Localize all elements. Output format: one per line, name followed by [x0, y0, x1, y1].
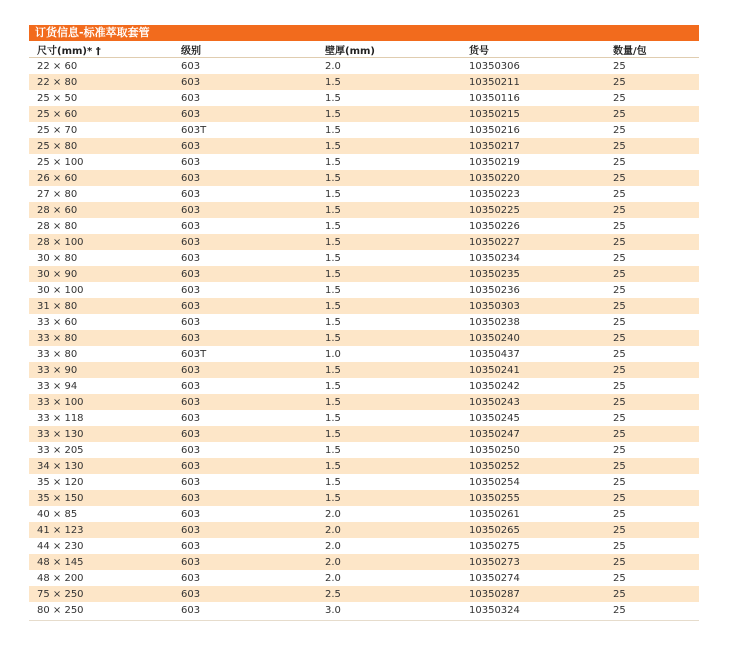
- cell-grade: 603: [181, 236, 201, 248]
- cell-quantity: 25: [613, 220, 626, 232]
- table-row: [29, 346, 699, 362]
- cell-catalog-number: 10350211: [469, 76, 520, 88]
- cell-quantity: 25: [613, 540, 626, 552]
- cell-size: 75 × 250: [37, 588, 84, 600]
- cell-size: 33 × 60: [37, 316, 78, 328]
- cell-grade: 603: [181, 268, 201, 280]
- cell-size: 22 × 80: [37, 76, 78, 88]
- cell-catalog-number: 10350116: [469, 92, 520, 104]
- cell-quantity: 25: [613, 188, 626, 200]
- cell-grade: 603: [181, 140, 201, 152]
- cell-grade: 603: [181, 332, 201, 344]
- table-row: [29, 218, 699, 234]
- table-row: [29, 602, 699, 618]
- table-row: [29, 266, 699, 282]
- cell-grade: 603: [181, 380, 201, 392]
- cell-quantity: 25: [613, 604, 626, 616]
- cell-grade: 603: [181, 508, 201, 520]
- table-row: [29, 538, 699, 554]
- table-row: [29, 170, 699, 186]
- cell-grade: 603T: [181, 124, 207, 136]
- cell-wall-thickness: 1.5: [325, 252, 341, 264]
- table-title: 订货信息-标准萃取套管: [35, 26, 150, 39]
- table-row: [29, 458, 699, 474]
- table-row: [29, 282, 699, 298]
- cell-wall-thickness: 1.5: [325, 268, 341, 280]
- cell-size: 28 × 80: [37, 220, 78, 232]
- cell-wall-thickness: 2.0: [325, 572, 341, 584]
- cell-size: 33 × 118: [37, 412, 84, 424]
- table-body: [29, 58, 699, 618]
- cell-quantity: 25: [613, 444, 626, 456]
- cell-quantity: 25: [613, 268, 626, 280]
- cell-grade: 603: [181, 316, 201, 328]
- cell-catalog-number: 10350223: [469, 188, 520, 200]
- cell-grade: 603: [181, 412, 201, 424]
- cell-size: 40 × 85: [37, 508, 78, 520]
- cell-grade: 603: [181, 444, 201, 456]
- table-row: [29, 442, 699, 458]
- cell-size: 33 × 100: [37, 396, 84, 408]
- table-row: [29, 570, 699, 586]
- table-row: [29, 186, 699, 202]
- cell-quantity: 25: [613, 124, 626, 136]
- table-row: [29, 90, 699, 106]
- table-row: [29, 490, 699, 506]
- cell-catalog-number: 10350216: [469, 124, 520, 136]
- cell-size: 33 × 80: [37, 332, 78, 344]
- cell-wall-thickness: 2.0: [325, 60, 341, 72]
- cell-catalog-number: 10350236: [469, 284, 520, 296]
- header-grade: 级别: [181, 45, 201, 57]
- cell-catalog-number: 10350254: [469, 476, 520, 488]
- cell-size: 28 × 100: [37, 236, 84, 248]
- table-row: [29, 394, 699, 410]
- cell-quantity: 25: [613, 556, 626, 568]
- cell-wall-thickness: 1.5: [325, 476, 341, 488]
- cell-wall-thickness: 1.5: [325, 220, 341, 232]
- cell-quantity: 25: [613, 76, 626, 88]
- cell-grade: 603: [181, 364, 201, 376]
- cell-quantity: 25: [613, 492, 626, 504]
- cell-wall-thickness: 1.5: [325, 204, 341, 216]
- cell-wall-thickness: 1.5: [325, 364, 341, 376]
- cell-catalog-number: 10350245: [469, 412, 520, 424]
- cell-wall-thickness: 1.5: [325, 396, 341, 408]
- cell-grade: 603: [181, 556, 201, 568]
- table-row: [29, 378, 699, 394]
- cell-quantity: 25: [613, 156, 626, 168]
- cell-grade: 603: [181, 284, 201, 296]
- cell-size: 30 × 90: [37, 268, 78, 280]
- cell-size: 22 × 60: [37, 60, 78, 72]
- cell-wall-thickness: 1.5: [325, 172, 341, 184]
- cell-grade: 603: [181, 460, 201, 472]
- cell-catalog-number: 10350275: [469, 540, 520, 552]
- cell-catalog-number: 10350215: [469, 108, 520, 120]
- cell-catalog-number: 10350225: [469, 204, 520, 216]
- cell-quantity: 25: [613, 204, 626, 216]
- cell-catalog-number: 10350255: [469, 492, 520, 504]
- cell-size: 33 × 90: [37, 364, 78, 376]
- cell-catalog-number: 10350243: [469, 396, 520, 408]
- cell-grade: 603: [181, 188, 201, 200]
- table-row: [29, 522, 699, 538]
- cell-size: 26 × 60: [37, 172, 78, 184]
- header-quantity: 数量/包: [613, 45, 647, 57]
- cell-wall-thickness: 1.5: [325, 460, 341, 472]
- cell-grade: 603: [181, 572, 201, 584]
- cell-catalog-number: 10350227: [469, 236, 520, 248]
- cell-quantity: 25: [613, 460, 626, 472]
- cell-quantity: 25: [613, 508, 626, 520]
- cell-wall-thickness: 1.5: [325, 380, 341, 392]
- cell-catalog-number: 10350238: [469, 316, 520, 328]
- cell-wall-thickness: 1.0: [325, 348, 341, 360]
- cell-catalog-number: 10350287: [469, 588, 520, 600]
- cell-wall-thickness: 1.5: [325, 188, 341, 200]
- cell-grade: 603: [181, 108, 201, 120]
- cell-grade: 603: [181, 300, 201, 312]
- cell-catalog-number: 10350234: [469, 252, 520, 264]
- cell-quantity: 25: [613, 524, 626, 536]
- table-row: [29, 298, 699, 314]
- table-row: [29, 474, 699, 490]
- cell-grade: 603: [181, 156, 201, 168]
- cell-quantity: 25: [613, 300, 626, 312]
- cell-grade: 603T: [181, 348, 207, 360]
- table-row: [29, 74, 699, 90]
- header-size: 尺寸(mm)* †: [37, 45, 101, 57]
- cell-grade: 603: [181, 252, 201, 264]
- cell-size: 25 × 80: [37, 140, 78, 152]
- cell-catalog-number: 10350247: [469, 428, 520, 440]
- cell-quantity: 25: [613, 252, 626, 264]
- table-row: [29, 330, 699, 346]
- cell-size: 35 × 120: [37, 476, 84, 488]
- cell-wall-thickness: 2.0: [325, 556, 341, 568]
- cell-size: 44 × 230: [37, 540, 84, 552]
- cell-grade: 603: [181, 396, 201, 408]
- cell-size: 30 × 100: [37, 284, 84, 296]
- cell-wall-thickness: 1.5: [325, 332, 341, 344]
- cell-size: 27 × 80: [37, 188, 78, 200]
- header-catalog-number: 货号: [469, 45, 489, 57]
- cell-quantity: 25: [613, 284, 626, 296]
- cell-wall-thickness: 2.0: [325, 540, 341, 552]
- cell-grade: 603: [181, 60, 201, 72]
- cell-catalog-number: 10350217: [469, 140, 520, 152]
- table-row: [29, 554, 699, 570]
- bottom-rule: [29, 620, 699, 621]
- cell-quantity: 25: [613, 140, 626, 152]
- cell-quantity: 25: [613, 476, 626, 488]
- cell-grade: 603: [181, 540, 201, 552]
- cell-catalog-number: 10350437: [469, 348, 520, 360]
- cell-size: 35 × 150: [37, 492, 84, 504]
- cell-catalog-number: 10350273: [469, 556, 520, 568]
- cell-size: 31 × 80: [37, 300, 78, 312]
- cell-wall-thickness: 2.0: [325, 508, 341, 520]
- cell-wall-thickness: 1.5: [325, 140, 341, 152]
- table-row: [29, 410, 699, 426]
- cell-wall-thickness: 1.5: [325, 444, 341, 456]
- cell-grade: 603: [181, 524, 201, 536]
- cell-grade: 603: [181, 604, 201, 616]
- table-row: [29, 506, 699, 522]
- cell-wall-thickness: 1.5: [325, 108, 341, 120]
- cell-grade: 603: [181, 476, 201, 488]
- cell-catalog-number: 10350240: [469, 332, 520, 344]
- table-row: [29, 586, 699, 602]
- ordering-table: [29, 25, 699, 621]
- table-row: [29, 250, 699, 266]
- cell-quantity: 25: [613, 316, 626, 328]
- cell-grade: 603: [181, 492, 201, 504]
- cell-catalog-number: 10350241: [469, 364, 520, 376]
- cell-grade: 603: [181, 92, 201, 104]
- cell-catalog-number: 10350261: [469, 508, 520, 520]
- cell-quantity: 25: [613, 108, 626, 120]
- table-row: [29, 202, 699, 218]
- cell-size: 25 × 50: [37, 92, 78, 104]
- table-row: [29, 106, 699, 122]
- cell-wall-thickness: 2.5: [325, 588, 341, 600]
- cell-catalog-number: 10350235: [469, 268, 520, 280]
- cell-grade: 603: [181, 588, 201, 600]
- cell-catalog-number: 10350219: [469, 156, 520, 168]
- table-header: [29, 41, 699, 58]
- cell-wall-thickness: 1.5: [325, 428, 341, 440]
- cell-wall-thickness: 2.0: [325, 524, 341, 536]
- cell-size: 33 × 130: [37, 428, 84, 440]
- header-wall-thickness: 壁厚(mm): [325, 45, 375, 57]
- table-row: [29, 426, 699, 442]
- cell-size: 48 × 145: [37, 556, 84, 568]
- cell-catalog-number: 10350250: [469, 444, 520, 456]
- cell-quantity: 25: [613, 60, 626, 72]
- cell-size: 25 × 60: [37, 108, 78, 120]
- cell-quantity: 25: [613, 396, 626, 408]
- cell-catalog-number: 10350220: [469, 172, 520, 184]
- table-row: [29, 58, 699, 74]
- table-row: [29, 234, 699, 250]
- cell-catalog-number: 10350265: [469, 524, 520, 536]
- cell-size: 33 × 80: [37, 348, 78, 360]
- cell-size: 33 × 205: [37, 444, 84, 456]
- table-title-bar: [29, 25, 699, 41]
- cell-quantity: 25: [613, 588, 626, 600]
- cell-wall-thickness: 1.5: [325, 412, 341, 424]
- cell-wall-thickness: 1.5: [325, 92, 341, 104]
- cell-grade: 603: [181, 204, 201, 216]
- cell-size: 80 × 250: [37, 604, 84, 616]
- cell-wall-thickness: 1.5: [325, 316, 341, 328]
- cell-wall-thickness: 3.0: [325, 604, 341, 616]
- cell-catalog-number: 10350303: [469, 300, 520, 312]
- cell-wall-thickness: 1.5: [325, 300, 341, 312]
- cell-wall-thickness: 1.5: [325, 236, 341, 248]
- table-row: [29, 362, 699, 378]
- cell-grade: 603: [181, 428, 201, 440]
- cell-wall-thickness: 1.5: [325, 76, 341, 88]
- cell-wall-thickness: 1.5: [325, 124, 341, 136]
- cell-grade: 603: [181, 172, 201, 184]
- cell-quantity: 25: [613, 92, 626, 104]
- table-row: [29, 154, 699, 170]
- cell-quantity: 25: [613, 380, 626, 392]
- cell-size: 28 × 60: [37, 204, 78, 216]
- cell-catalog-number: 10350306: [469, 60, 520, 72]
- cell-wall-thickness: 1.5: [325, 156, 341, 168]
- cell-catalog-number: 10350226: [469, 220, 520, 232]
- cell-quantity: 25: [613, 428, 626, 440]
- cell-quantity: 25: [613, 364, 626, 376]
- cell-catalog-number: 10350274: [469, 572, 520, 584]
- cell-quantity: 25: [613, 348, 626, 360]
- cell-wall-thickness: 1.5: [325, 284, 341, 296]
- cell-size: 33 × 94: [37, 380, 78, 392]
- table-row: [29, 314, 699, 330]
- cell-size: 34 × 130: [37, 460, 84, 472]
- cell-wall-thickness: 1.5: [325, 492, 341, 504]
- cell-size: 41 × 123: [37, 524, 84, 536]
- cell-size: 25 × 70: [37, 124, 78, 136]
- cell-catalog-number: 10350252: [469, 460, 520, 472]
- cell-grade: 603: [181, 76, 201, 88]
- cell-catalog-number: 10350242: [469, 380, 520, 392]
- cell-size: 30 × 80: [37, 252, 78, 264]
- cell-catalog-number: 10350324: [469, 604, 520, 616]
- cell-quantity: 25: [613, 172, 626, 184]
- table-row: [29, 138, 699, 154]
- table-row: [29, 122, 699, 138]
- cell-grade: 603: [181, 220, 201, 232]
- cell-quantity: 25: [613, 236, 626, 248]
- cell-quantity: 25: [613, 412, 626, 424]
- cell-quantity: 25: [613, 572, 626, 584]
- cell-quantity: 25: [613, 332, 626, 344]
- cell-size: 25 × 100: [37, 156, 84, 168]
- cell-size: 48 × 200: [37, 572, 84, 584]
